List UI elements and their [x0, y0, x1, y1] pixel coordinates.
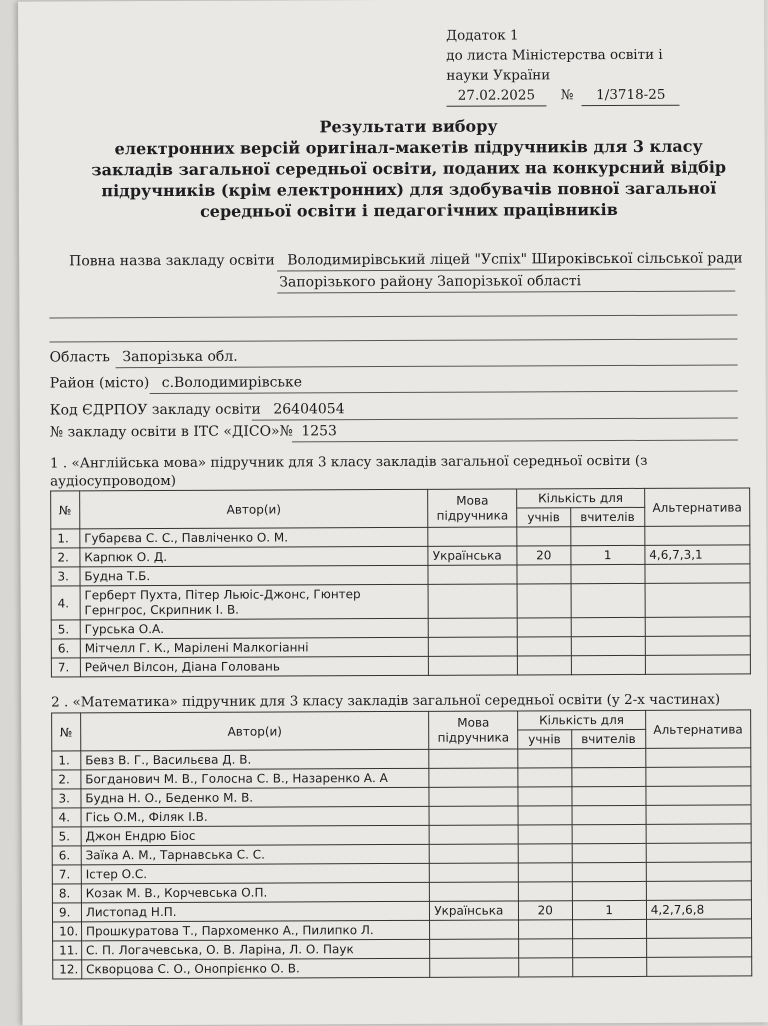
- document-title: [59, 114, 759, 222]
- row-number: 11.: [53, 941, 82, 960]
- row-author: Козак М. В., Корчевська О.П.: [81, 882, 430, 903]
- row-students-count: [517, 584, 571, 618]
- row-language: [428, 527, 517, 546]
- blank-rule-2: [49, 338, 737, 342]
- school-name-rule-2: [277, 291, 735, 294]
- row-language: [430, 844, 519, 863]
- row-alternative: [646, 824, 751, 843]
- annex-line-2: до листа Міністерства освіти і: [446, 46, 663, 64]
- col-qty-header: Кількість для: [518, 710, 646, 730]
- row-teachers-count: [572, 919, 646, 938]
- row-number: 4.: [52, 808, 81, 827]
- letter-date: 27.02.2025: [446, 85, 546, 106]
- row-students-count: [518, 768, 572, 787]
- school-name-field: [49, 250, 761, 269]
- row-alternative: [645, 526, 750, 545]
- row-number: 5.: [51, 620, 80, 639]
- row-teachers-count: [571, 748, 645, 767]
- row-language: [429, 806, 518, 825]
- annex-line-3: науки України: [446, 67, 551, 84]
- annex-line-1: Додаток 1: [446, 27, 519, 44]
- row-students-count: [518, 844, 572, 863]
- row-alternative: [646, 786, 751, 805]
- row-number: 8.: [52, 884, 81, 903]
- col-author-header: Автор(и): [80, 711, 429, 751]
- row-teachers-count: [572, 957, 646, 976]
- row-number: 12.: [53, 960, 82, 979]
- row-teachers-count: [571, 636, 645, 655]
- row-language: [428, 584, 517, 618]
- row-students-count: 20: [518, 901, 572, 920]
- row-students-count: [517, 618, 571, 637]
- district-field: [50, 372, 762, 391]
- row-author: Прошкуратова Т., Пархоменко А., Пилипко Л.: [81, 920, 430, 941]
- row-students-count: [518, 882, 572, 901]
- col-lang-header: Мова підручника: [428, 489, 517, 527]
- letter-number: 1/3718-25: [582, 85, 680, 106]
- district-rule: [150, 390, 738, 394]
- row-author: Будна Т.Б.: [80, 565, 429, 586]
- section-1-table: [50, 487, 751, 677]
- row-author: Скворцова С. О., Онопрієнко О. В.: [82, 958, 431, 979]
- row-alternative: [646, 805, 751, 824]
- section-2-table: [51, 709, 752, 979]
- annex-date-number: [446, 85, 679, 107]
- row-number: 4.: [51, 586, 80, 620]
- row-students-count: 20: [517, 546, 571, 565]
- row-teachers-count: [572, 881, 646, 900]
- edrpou-field: [50, 399, 762, 418]
- row-author: Бевз В. Г., Васильєва Д. В.: [81, 749, 430, 770]
- school-name-value-2: Запорізького району Запорізької області: [279, 273, 582, 291]
- itc-rule: [292, 439, 738, 442]
- row-students-count: [517, 656, 571, 675]
- document-page: [18, 0, 768, 1026]
- col-students-header: учнів: [517, 508, 571, 527]
- row-teachers-count: [572, 805, 646, 824]
- row-alternative: [645, 583, 750, 617]
- row-teachers-count: [571, 564, 645, 583]
- row-author: Гурська О.А.: [80, 618, 429, 639]
- table-row: [51, 655, 750, 677]
- row-students-count: [518, 806, 572, 825]
- row-number: 9.: [52, 903, 81, 922]
- row-teachers-count: [571, 655, 645, 674]
- row-teachers-count: [571, 767, 645, 786]
- row-author: Істер О.С.: [81, 863, 430, 884]
- row-number: 7.: [51, 658, 80, 677]
- row-teachers-count: [572, 786, 646, 805]
- row-teachers-count: [571, 583, 645, 617]
- row-alternative: 4,2,7,6,8: [646, 900, 751, 919]
- edrpou-label: Код ЄДРПОУ закладу освіти: [49, 401, 261, 419]
- col-num-header: №: [52, 713, 81, 751]
- section-2-title: 2 . «Математика» підручник для 3 класу закладів загальної середньої освіти (у 2-х частинах): [51, 691, 721, 711]
- title-line-5: середньої освіти і педагогічних працівників: [200, 200, 618, 221]
- school-name-value-1: Володимирівський ліцей "Успіх" Широківської сільської ради: [287, 250, 743, 269]
- row-alternative: [646, 881, 751, 900]
- row-language: [429, 768, 518, 787]
- row-author: Карпюк О. Д.: [80, 546, 429, 567]
- row-number: 6.: [52, 846, 81, 865]
- row-alternative: [646, 919, 751, 938]
- row-author: Герберт Пухта, Пітер Льюіс-Джонс, Гюнтер Гернгрос, Скрипник І. В.: [80, 584, 429, 620]
- title-line-2: електронних версій оригінал-макетів підручників для 3 класу: [114, 136, 703, 159]
- row-number: 2.: [51, 548, 80, 567]
- title-line-4: підручників (крім електронних) для здобувачів повної загальної: [101, 178, 717, 201]
- row-language: [428, 565, 517, 584]
- row-language: [430, 939, 519, 958]
- row-author: Заїка А. М., Тарнавська С. С.: [81, 844, 430, 865]
- edrpou-rule: [252, 417, 738, 420]
- row-teachers-count: 1: [570, 545, 644, 564]
- row-alternative: [646, 957, 751, 976]
- row-teachers-count: [572, 938, 646, 957]
- title-line-1: Результати вибору: [319, 116, 498, 137]
- row-language: [430, 863, 519, 882]
- row-author: Рейчел Вілсон, Діана Головань: [80, 656, 429, 677]
- row-number: 3.: [51, 567, 80, 586]
- region-rule: [116, 364, 738, 368]
- row-author: Листопад Н.П.: [81, 901, 430, 922]
- district-label: Район (місто): [49, 375, 150, 392]
- title-line-3: закладів загальної середньої освіти, поданих на конкурсний відбір: [91, 157, 727, 180]
- row-number: 2.: [52, 770, 81, 789]
- row-students-count: [518, 863, 572, 882]
- district-value: с.Володимирівське: [161, 374, 303, 392]
- col-teachers-header: вчителів: [570, 507, 644, 526]
- number-sign: №: [560, 87, 574, 104]
- row-number: 1.: [51, 529, 80, 548]
- row-author: Губарєва С. С., Павліченко О. М.: [80, 527, 429, 548]
- school-name-line-2: [279, 272, 739, 290]
- row-students-count: [518, 920, 572, 939]
- row-students-count: [519, 958, 573, 977]
- row-teachers-count: [570, 526, 644, 545]
- row-teachers-count: 1: [572, 900, 646, 919]
- row-teachers-count: [571, 617, 645, 636]
- row-number: 5.: [52, 827, 81, 846]
- row-language: Українська: [430, 901, 519, 920]
- row-language: Українська: [428, 546, 517, 565]
- row-students-count: [517, 637, 571, 656]
- row-language: [430, 920, 519, 939]
- table-row: [51, 583, 750, 620]
- row-language: [429, 787, 518, 806]
- row-students-count: [519, 939, 573, 958]
- region-label: Область: [49, 349, 110, 366]
- row-alternative: [646, 938, 751, 957]
- col-lang-header: Мова підручника: [429, 711, 518, 749]
- col-qty-header: Кількість для: [517, 488, 645, 508]
- col-author-header: Автор(и): [79, 489, 428, 529]
- row-author: Гісь О.М., Філяк І.В.: [81, 806, 430, 827]
- row-students-count: [518, 787, 572, 806]
- row-author: Богданович М. В., Голосна С. В., Назаренко А. А: [81, 768, 430, 789]
- itc-label: № закладу освіти в ІТС «ДІСО»№: [49, 423, 293, 441]
- col-teachers-header: вчителів: [571, 729, 645, 748]
- region-field: [50, 346, 762, 365]
- row-number: 1.: [52, 751, 81, 770]
- row-author: Джон Ендрю Біос: [81, 825, 430, 846]
- row-language: [430, 958, 519, 977]
- school-name-label: Повна назва закладу освіти: [69, 252, 275, 270]
- itc-field: [50, 421, 762, 440]
- table-row: [53, 957, 752, 979]
- row-students-count: [517, 527, 571, 546]
- section-1-title: 1 . «Англійська мова» підручник для 3 класу закладів загальної середньої освіти (з аудіосупроводом): [49, 452, 648, 490]
- row-author: Мітчелл Г. К., Марілені Малкогіанні: [80, 637, 429, 658]
- col-alt-header: Альтернатива: [645, 710, 750, 748]
- row-alternative: [645, 655, 750, 674]
- col-num-header: №: [51, 491, 80, 529]
- col-students-header: учнів: [518, 730, 572, 749]
- row-language: [430, 882, 519, 901]
- row-language: [429, 618, 518, 637]
- row-teachers-count: [572, 824, 646, 843]
- row-alternative: [645, 617, 750, 636]
- row-author: Будна Н. О., Беденко М. В.: [81, 787, 430, 808]
- region-value: Запорізька обл.: [122, 348, 238, 366]
- row-alternative: [646, 843, 751, 862]
- row-alternative: 4,6,7,3,1: [645, 545, 750, 564]
- row-teachers-count: [572, 862, 646, 881]
- row-number: 3.: [52, 789, 81, 808]
- row-language: [429, 637, 518, 656]
- itc-value: 1253: [301, 423, 337, 440]
- row-author: С. П. Логачевська, О. В. Ларіна, Л. О. Паук: [81, 939, 430, 960]
- col-alt-header: Альтернатива: [644, 488, 749, 526]
- row-students-count: [518, 749, 572, 768]
- row-alternative: [645, 564, 750, 583]
- row-language: [429, 749, 518, 768]
- row-students-count: [518, 825, 572, 844]
- edrpou-value: 26404054: [273, 401, 345, 418]
- row-language: [429, 825, 518, 844]
- row-alternative: [646, 767, 751, 786]
- blank-rule-1: [49, 314, 737, 318]
- row-alternative: [646, 862, 751, 881]
- annex-header: [446, 25, 680, 107]
- row-number: 6.: [51, 639, 80, 658]
- row-alternative: [645, 636, 750, 655]
- school-name-rule-1: [277, 269, 735, 272]
- row-teachers-count: [572, 843, 646, 862]
- row-number: 7.: [52, 865, 81, 884]
- row-number: 10.: [53, 922, 82, 941]
- row-students-count: [517, 565, 571, 584]
- row-alternative: [646, 748, 751, 767]
- row-language: [429, 656, 518, 675]
